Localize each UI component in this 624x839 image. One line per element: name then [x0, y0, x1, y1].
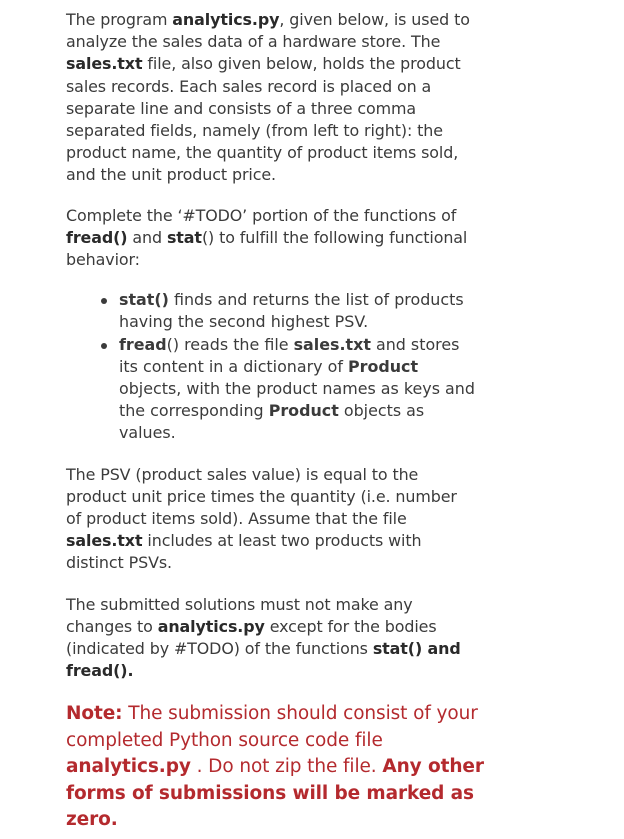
fread-text-2: and stores its content in a dictionary of [119, 334, 460, 376]
fread-text-1: () reads the file [166, 334, 294, 354]
note-text-2: . Do not zip the file. [190, 756, 383, 778]
rules-function-names: stat() and fread(). [66, 639, 461, 681]
stat-function-name: stat() [119, 290, 169, 310]
fread-function-name: fread [119, 334, 167, 354]
psv-paragraph [66, 464, 476, 575]
psv-text-1: The PSV (product sales value) is equal to the product unit price times the quantity (i.e. number of product items sold). Assume that the file [66, 464, 457, 529]
fread-text-4: objects as values. [119, 401, 425, 443]
task-text-1: Complete the ‘#TODO’ portion of the functions of [66, 205, 457, 225]
note-label: Note: [66, 703, 123, 725]
task-stat-name: stat [166, 227, 202, 247]
list-item-fread [119, 334, 476, 445]
fread-text-3: objects, with the product names as keys and the corresponding [119, 379, 475, 421]
intro-text-2: , given below, is used to analyze the sales data of a hardware store. The [66, 10, 470, 52]
bullet-dot [101, 343, 107, 349]
intro-filename-sales: sales.txt [66, 54, 143, 74]
intro-filename-analytics: analytics.py [172, 10, 280, 29]
task-text-3: () to fulfill the following functional behavior: [66, 227, 468, 270]
intro-text-3: file, also given below, holds the product sales records. Each sales record is placed on a separate line and consists of a three comma separated fields, namely (from left to right): the product name, the quantity of product items sold, and the unit product price. [66, 54, 461, 185]
submission-note [66, 701, 486, 833]
task-fread-name: fread() [66, 227, 128, 247]
rules-paragraph [66, 594, 476, 683]
fread-filename-sales: sales.txt [293, 334, 371, 354]
list-item-stat [119, 289, 476, 333]
rules-filename-analytics: analytics.py [157, 616, 265, 636]
rules-text-2: except for the bodies (indicated by #TODO) of the functions [66, 616, 437, 659]
document-body [66, 9, 484, 834]
psv-filename-sales: sales.txt [66, 531, 143, 551]
note-text-1: The submission should consist of your completed Python source code file [66, 703, 478, 751]
fread-product-class: Product [347, 356, 419, 376]
fread-product-class-2: Product [268, 401, 339, 421]
intro-paragraph [66, 9, 476, 187]
psv-text-2: includes at least two products with distinct PSVs. [66, 531, 422, 573]
rules-text-1: The submitted solutions must not make any changes to [66, 594, 413, 636]
task-text-2: and [127, 227, 167, 247]
intro-text-1: The program [66, 10, 173, 29]
task-paragraph [66, 205, 476, 272]
note-filename-analytics: analytics.py [66, 756, 191, 778]
bullet-dot [101, 298, 107, 304]
note-warning: Any other forms of submissions will be marked as zero. [66, 756, 484, 831]
behavior-list [66, 289, 476, 444]
stat-description: finds and returns the list of products having the second highest PSV. [119, 290, 464, 332]
